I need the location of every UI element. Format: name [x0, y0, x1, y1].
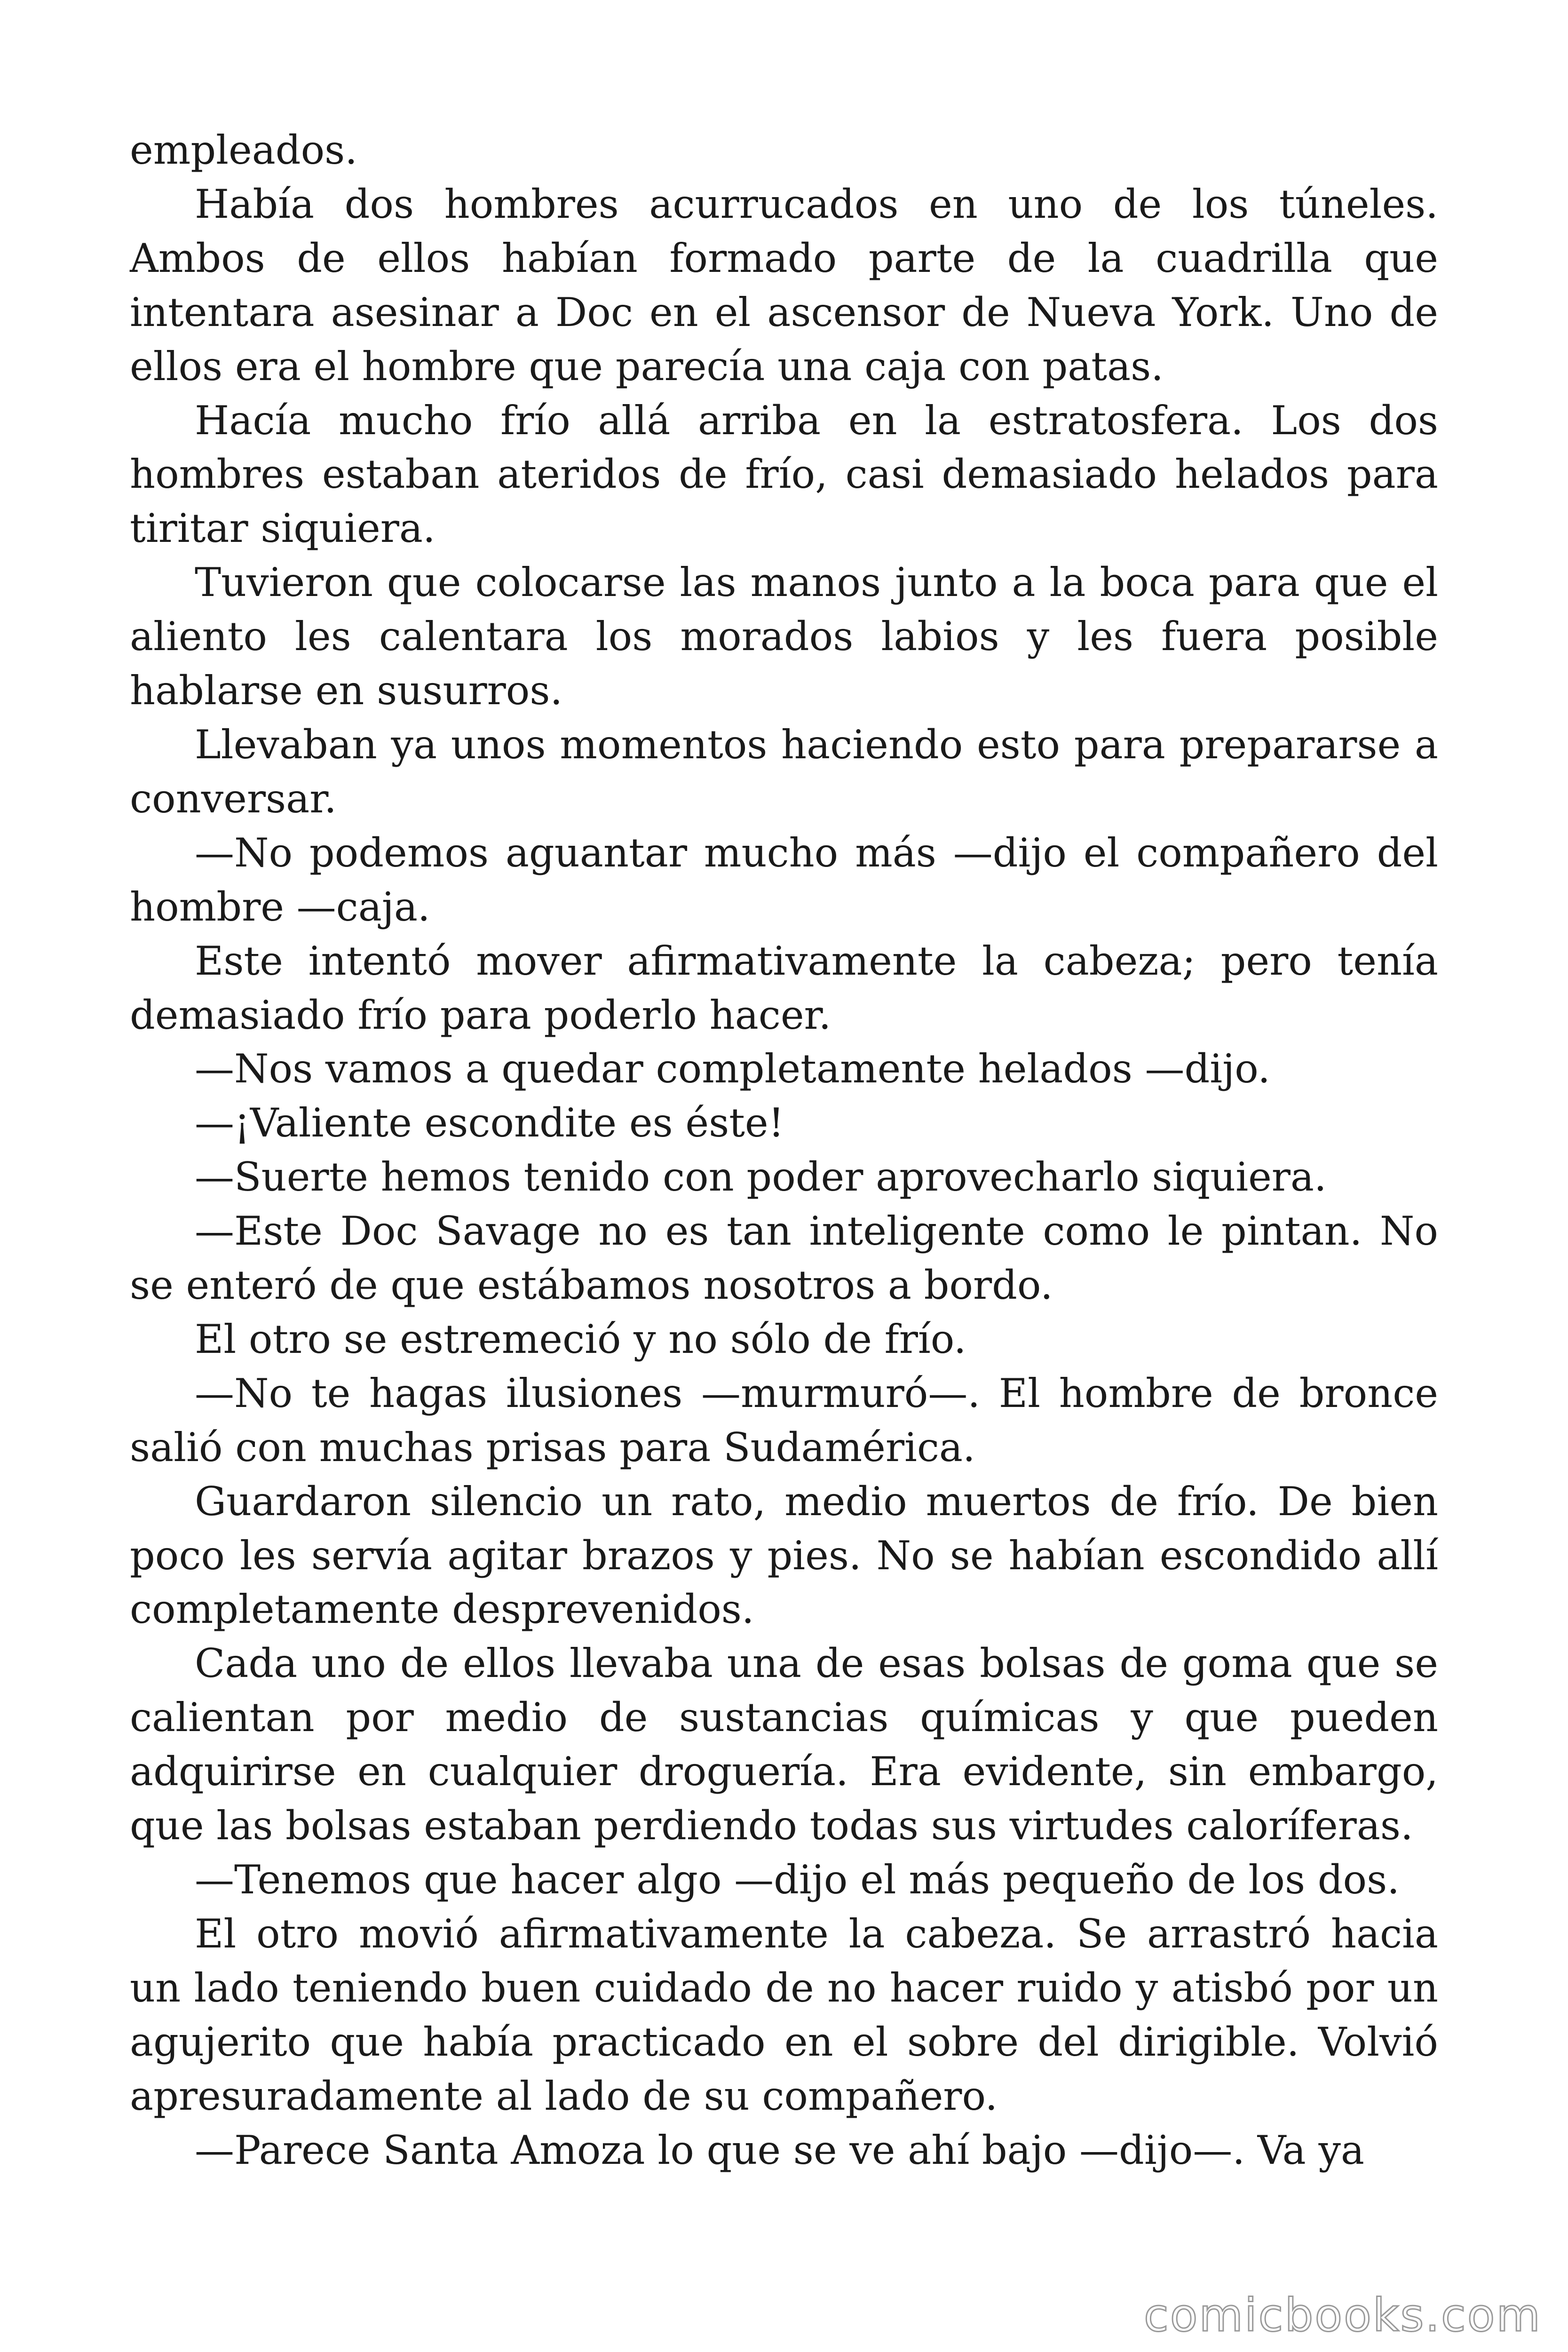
watermark: comicbooks.com	[1143, 2289, 1542, 2342]
page-body	[130, 123, 1438, 2177]
paragraph-11: —Este Doc Savage no es tan inteligente como le pintan. No se enteró de que estábamos nosotros a bordo.	[130, 1208, 1438, 1309]
paragraph-16: —Tenemos que hacer algo —dijo el más pequeño de los dos.	[195, 1857, 1400, 1903]
paragraph-15: Cada uno de ellos llevaba una de esas bolsas de goma que se calientan por medio de sustancias químicas y que pueden adquirirse en cualquier droguería. Era evidente, sin embargo, que las bolsas estaban perdiendo todas sus virtudes caloríferas.	[130, 1640, 1438, 1849]
paragraph-18: —Parece Santa Amoza lo que se ve ahí bajo —dijo—. Va ya	[195, 2127, 1364, 2173]
paragraph-1: empleados.	[130, 127, 357, 173]
paragraph-13: —No te hagas ilusiones —murmuró—. El hombre de bronce salió con muchas prisas para Sudamérica.	[130, 1370, 1438, 1470]
paragraph-7: Este intentó mover afirmativamente la cabeza; pero tenía demasiado frío para poderlo hacer.	[130, 938, 1438, 1038]
paragraph-3: Hacía mucho frío allá arriba en la estratosfera. Los dos hombres estaban ateridos de frío, casi demasiado helados para tiritar siquiera.	[130, 397, 1438, 552]
paragraph-2: Había dos hombres acurrucados en uno de los túneles. Ambos de ellos habían formado parte de la cuadrilla que intentara asesinar a Doc en el ascensor de Nueva York. Uno de ellos era el hombre que parecía una caja con patas.	[130, 181, 1438, 389]
paragraph-4: Tuvieron que colocarse las manos junto a la boca para que el aliento les calentara los morados labios y les fuera posible hablarse en susurros.	[130, 559, 1438, 714]
paragraph-5: Llevaban ya unos momentos haciendo esto para prepararse a conversar.	[130, 721, 1438, 822]
paragraph-12: El otro se estremeció y no sólo de frío.	[195, 1316, 966, 1362]
paragraph-17: El otro movió afirmativamente la cabeza. Se arrastró hacia un lado teniendo buen cuidado de no hacer ruido y atisbó por un agujerito que había practicado en el sobre del dirigible. Volvió apresuradamente al lado de su compañero.	[130, 1910, 1438, 2119]
paragraph-14: Guardaron silencio un rato, medio muertos de frío. De bien poco les servía agitar brazos y pies. No se habían escondido allí completamente desprevenidos.	[130, 1478, 1438, 1633]
paragraph-10: —Suerte hemos tenido con poder aprovecharlo siquiera.	[195, 1154, 1327, 1200]
paragraph-9: —¡Valiente escondite es éste!	[195, 1100, 784, 1146]
paragraph-6: —No podemos aguantar mucho más —dijo el compañero del hombre —caja.	[130, 829, 1438, 930]
paragraph-8: —Nos vamos a quedar completamente helados —dijo.	[195, 1046, 1270, 1092]
